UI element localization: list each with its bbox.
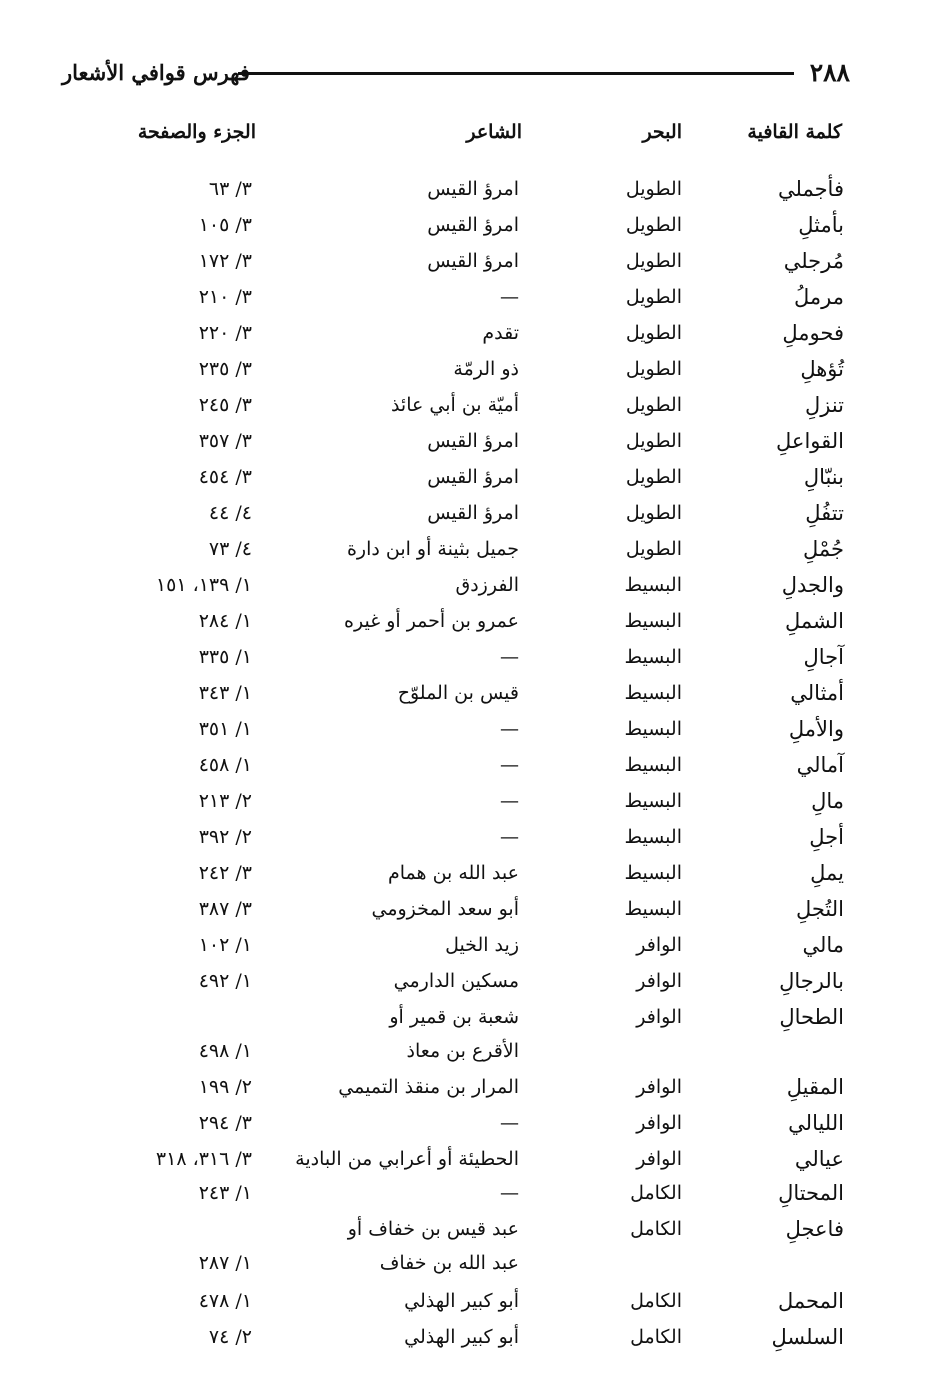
table-row <box>0 748 932 782</box>
rhyme-word: جُمْلِ <box>802 537 844 561</box>
table-row <box>0 676 932 710</box>
poet-cell: امرؤ القيس <box>427 466 519 488</box>
table-row <box>0 1070 932 1104</box>
reference-cell: ١/ ٤٧٨ <box>198 1290 252 1312</box>
meter-cell: الكامل <box>630 1182 682 1204</box>
table-row <box>0 928 932 962</box>
reference-cell: ١/ ٢٤٣ <box>198 1182 252 1204</box>
reference-cell: ١/ ٤٩٨ <box>198 1040 252 1062</box>
table-row <box>0 352 932 386</box>
rhyme-word: مُرجلي <box>783 249 844 273</box>
reference-cell: ٣/ ٢٣٥ <box>198 358 252 380</box>
rhyme-word: تنزلِ <box>804 393 844 417</box>
poet-cell: عبد الله بن خفاف <box>379 1252 519 1274</box>
table-row <box>0 460 932 494</box>
meter-cell: الطويل <box>625 394 682 416</box>
header-rule <box>238 72 794 75</box>
reference-cell: ٣/ ٦٣ <box>208 178 252 200</box>
table-row <box>0 244 932 278</box>
rhyme-word: والأملِ <box>788 717 844 741</box>
reference-cell: ٢/ ٣٩٢ <box>198 826 252 848</box>
reference-cell: ٣/ ٤٥٤ <box>198 466 252 488</box>
poet-cell: قيس بن الملوّح <box>397 682 519 704</box>
poet-cell: الحطيئة أو أعرابي من البادية <box>295 1148 519 1170</box>
table-row <box>0 712 932 746</box>
reference-cell: ١/ ٣٣٥ <box>198 646 252 668</box>
poet-cell: شعبة بن قمير أو <box>389 1006 519 1028</box>
column-header-word: كلمة القافية <box>747 121 842 143</box>
rhyme-word: تتفُلِ <box>805 501 844 525</box>
meter-cell: الوافر <box>636 1112 682 1134</box>
reference-cell: ٣/ ٢٤٢ <box>198 862 252 884</box>
table-row <box>0 172 932 206</box>
poet-cell: عبد الله بن همام <box>387 862 519 884</box>
meter-cell: البسيط <box>624 826 682 848</box>
rhyme-word: التُجلِ <box>795 897 844 921</box>
poet-cell: — <box>500 790 519 812</box>
reference-cell: ١/ ٤٩٢ <box>198 970 252 992</box>
reference-cell: ٢/ ١٩٩ <box>198 1076 252 1098</box>
meter-cell: الكامل <box>630 1326 682 1348</box>
table-row <box>0 316 932 350</box>
meter-cell: الطويل <box>625 430 682 452</box>
poet-cell: المرار بن منقذ التميمي <box>338 1076 519 1098</box>
meter-cell: البسيط <box>624 862 682 884</box>
reference-cell: ١/ ٣٤٣ <box>198 682 252 704</box>
rhyme-word: المقيلِ <box>786 1075 844 1099</box>
rhyme-word: آمالي <box>796 753 844 777</box>
rhyme-word: بنبّالِ <box>803 465 844 489</box>
rhyme-word: المحمل <box>778 1289 844 1313</box>
meter-cell: البسيط <box>624 790 682 812</box>
reference-cell: ٤/ ٧٣ <box>208 538 252 560</box>
reference-cell: ٣/ ٢٩٤ <box>198 1112 252 1134</box>
poet-cell: — <box>500 718 519 740</box>
meter-cell: البسيط <box>624 898 682 920</box>
reference-cell: ١/ ٤٥٨ <box>198 754 252 776</box>
meter-cell: الطويل <box>625 358 682 380</box>
poet-cell: تقدم <box>482 322 519 344</box>
table-row <box>0 1034 932 1068</box>
meter-cell: الطويل <box>625 502 682 524</box>
meter-cell: البسيط <box>624 610 682 632</box>
rhyme-word: القواعلِ <box>776 429 844 453</box>
reference-cell: ٣/ ٣٨٧ <box>198 898 252 920</box>
poet-cell: امرؤ القيس <box>427 502 519 524</box>
poet-cell: — <box>500 646 519 668</box>
table-row <box>0 1246 932 1280</box>
meter-cell: البسيط <box>624 754 682 776</box>
meter-cell: البسيط <box>624 574 682 596</box>
poet-cell: أميّة بن أبي عائذ <box>390 394 519 416</box>
column-header-meter: البحر <box>642 121 682 143</box>
meter-cell: البسيط <box>624 718 682 740</box>
rhyme-word: الطحالِ <box>779 1005 844 1029</box>
table-row <box>0 1212 932 1246</box>
reference-cell: ٢/ ٢١٣ <box>198 790 252 812</box>
meter-cell: الكامل <box>630 1218 682 1240</box>
reference-cell: ٣/ ٣١٦، ٣١٨ <box>155 1148 252 1170</box>
reference-cell: ٣/ ١٠٥ <box>198 214 252 236</box>
meter-cell: الوافر <box>636 934 682 956</box>
meter-cell: الطويل <box>625 322 682 344</box>
poet-cell: — <box>500 1112 519 1134</box>
column-header-ref: الجزء والصفحة <box>137 121 256 143</box>
meter-cell: البسيط <box>624 646 682 668</box>
meter-cell: البسيط <box>624 682 682 704</box>
table-row <box>0 208 932 242</box>
rhyme-word: مالِ <box>811 789 844 813</box>
table-row <box>0 964 932 998</box>
reference-cell: ١/ ٢٨٤ <box>198 610 252 632</box>
table-row <box>0 856 932 890</box>
page-header <box>62 58 850 92</box>
reference-cell: ٣/ ٣٥٧ <box>198 430 252 452</box>
meter-cell: الكامل <box>630 1290 682 1312</box>
reference-cell: ٣/ ٢٢٠ <box>198 322 252 344</box>
meter-cell: الطويل <box>625 286 682 308</box>
rhyme-word: آجالِ <box>803 645 844 669</box>
poet-cell: امرؤ القيس <box>427 214 519 236</box>
table-row <box>0 532 932 566</box>
rhyme-word: مالي <box>802 933 844 957</box>
table-row <box>0 820 932 854</box>
table-row <box>0 388 932 422</box>
table-row <box>0 1284 932 1318</box>
page-number: ٢٨٨ <box>809 58 850 87</box>
table-row <box>0 892 932 926</box>
rhyme-word: بالرجالِ <box>779 969 844 993</box>
rhyme-word: فأجملي <box>777 177 844 201</box>
reference-cell: ١/ ١٠٢ <box>198 934 252 956</box>
rhyme-word: فاعجلِ <box>785 1217 844 1241</box>
rhyme-word: أجلِ <box>809 825 844 849</box>
table-row <box>0 280 932 314</box>
table-row <box>0 568 932 602</box>
rhyme-word: تُؤهلِ <box>800 357 844 381</box>
poet-cell: امرؤ القيس <box>427 250 519 272</box>
meter-cell: الطويل <box>625 178 682 200</box>
poet-cell: الأقرع بن معاذ <box>406 1040 519 1062</box>
table-row <box>0 640 932 674</box>
poet-cell: عمرو بن أحمر أو غيره <box>344 610 519 632</box>
poet-cell: — <box>500 286 519 308</box>
poet-cell: زيد الخيل <box>445 934 519 956</box>
reference-cell: ١/ ١٣٩، ١٥١ <box>155 574 252 596</box>
poet-cell: جميل بثينة أو ابن دارة <box>346 538 519 560</box>
rhyme-word: والجدلِ <box>781 573 844 597</box>
reference-cell: ١/ ٣٥١ <box>198 718 252 740</box>
reference-cell: ٣/ ١٧٢ <box>198 250 252 272</box>
table-row <box>0 496 932 530</box>
poet-cell: الفرزدق <box>455 574 519 596</box>
meter-cell: الوافر <box>636 1076 682 1098</box>
poet-cell: ذو الرمّة <box>453 358 519 380</box>
rhyme-word: بأمثلِ <box>798 213 844 237</box>
meter-cell: الوافر <box>636 970 682 992</box>
running-title: فهرس قوافي الأشعار <box>62 60 250 85</box>
table-row <box>0 424 932 458</box>
table-row <box>0 1000 932 1034</box>
poet-cell: أبو كبير الهذلي <box>404 1326 519 1348</box>
poet-cell: مسكين الدارمي <box>393 970 519 992</box>
table-row <box>0 1176 932 1210</box>
meter-cell: الوافر <box>636 1148 682 1170</box>
poet-cell: امرؤ القيس <box>427 430 519 452</box>
meter-cell: الطويل <box>625 538 682 560</box>
table-row <box>0 1106 932 1140</box>
reference-cell: ٤/ ٤٤ <box>208 502 252 524</box>
rhyme-word: السلسلِ <box>771 1325 844 1349</box>
rhyme-word: الشملِ <box>784 609 844 633</box>
rhyme-word: فحوملِ <box>782 321 844 345</box>
reference-cell: ٢/ ٧٤ <box>208 1326 252 1348</box>
poet-cell: أبو كبير الهذلي <box>404 1290 519 1312</box>
poet-cell: — <box>500 754 519 776</box>
rhyme-word: المحتالِ <box>778 1181 844 1205</box>
reference-cell: ٣/ ٢١٠ <box>198 286 252 308</box>
rhyme-word: عيالي <box>794 1147 844 1171</box>
poet-cell: — <box>500 826 519 848</box>
reference-cell: ١/ ٢٨٧ <box>198 1252 252 1274</box>
column-header-poet: الشاعر <box>466 121 522 143</box>
meter-cell: الطويل <box>625 250 682 272</box>
rhyme-word: الليالي <box>788 1111 844 1135</box>
table-row <box>0 1320 932 1354</box>
meter-cell: الوافر <box>636 1006 682 1028</box>
rhyme-word: مرملُ <box>794 285 844 309</box>
meter-cell: الطويل <box>625 214 682 236</box>
table-row <box>0 604 932 638</box>
poet-cell: امرؤ القيس <box>427 178 519 200</box>
poet-cell: أبو سعد المخزومي <box>371 898 519 920</box>
poet-cell: عبد قيس بن خفاف أو <box>347 1218 519 1240</box>
reference-cell: ٣/ ٢٤٥ <box>198 394 252 416</box>
meter-cell: الطويل <box>625 466 682 488</box>
table-row <box>0 784 932 818</box>
table-row <box>0 1142 932 1176</box>
rhyme-word: أمثالي <box>790 681 844 705</box>
poet-cell: — <box>500 1182 519 1204</box>
rhyme-word: يملِ <box>810 861 844 885</box>
